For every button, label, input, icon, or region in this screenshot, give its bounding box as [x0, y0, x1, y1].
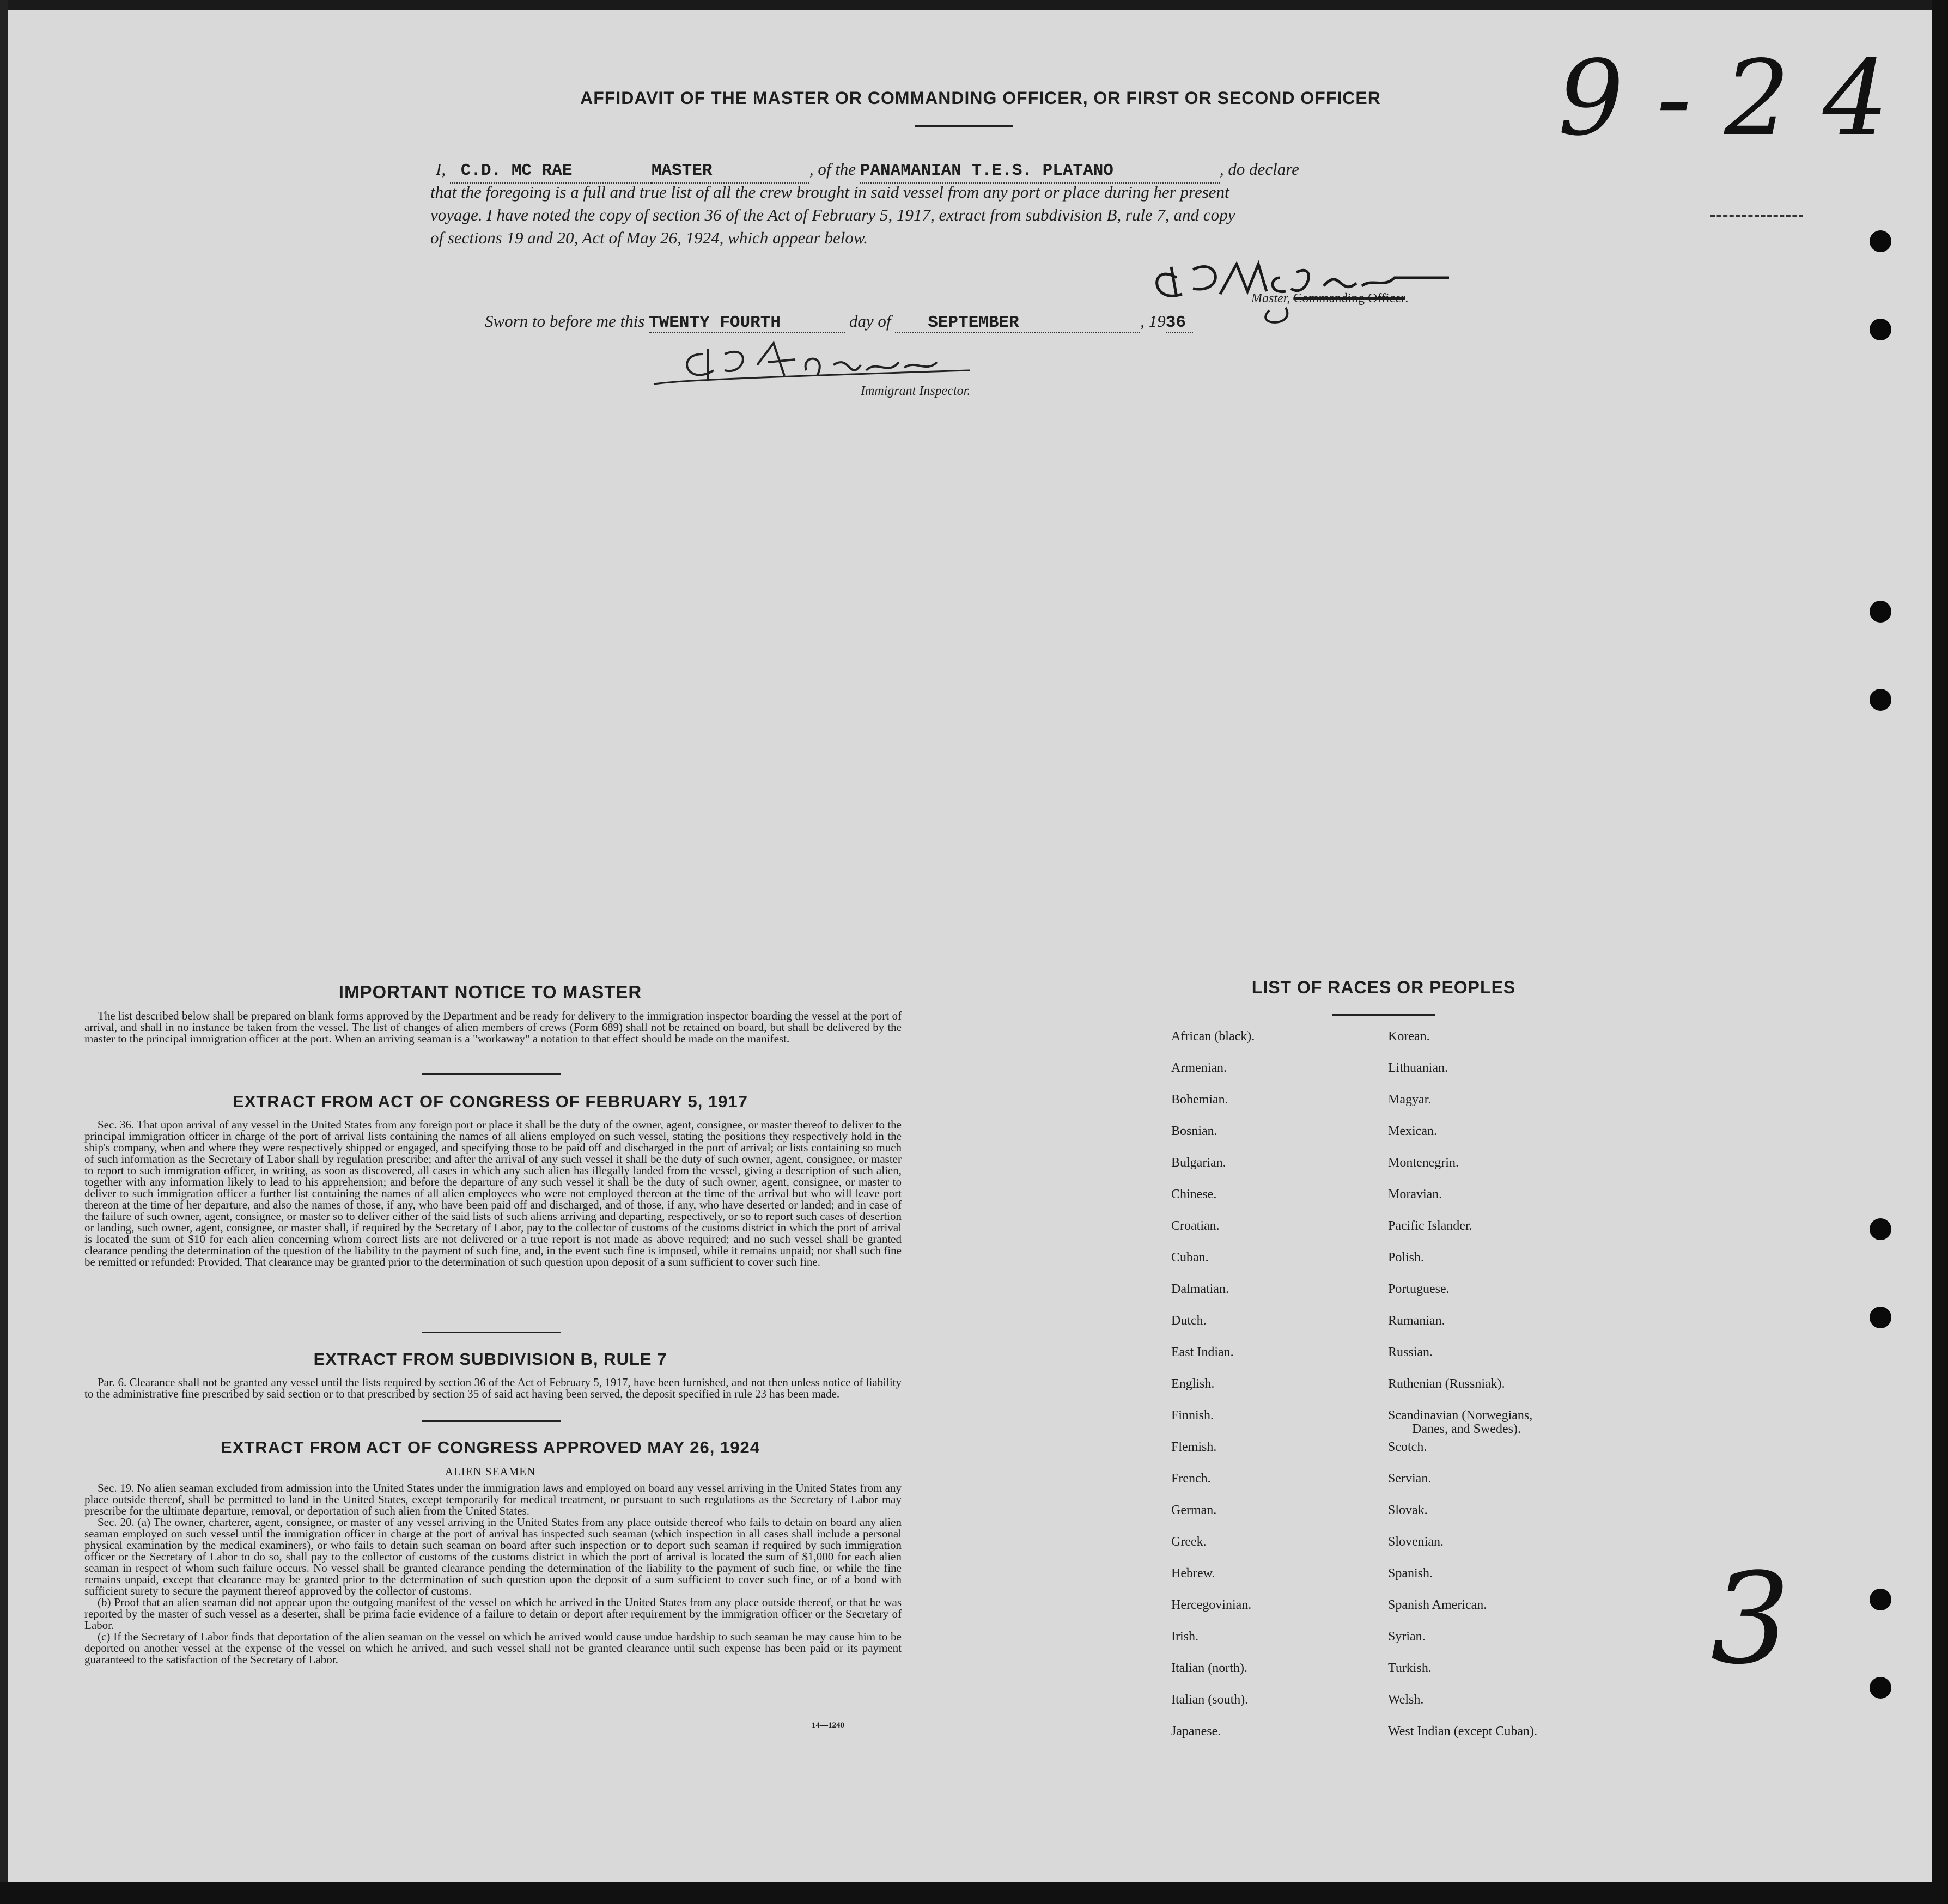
race-label: Scandinavian (Norwegians, — [1388, 1408, 1533, 1423]
paragraph-6: Par. 6. Clearance shall not be granted any vessel until the lists required by section 36 of the Act of February 5, 1917, have been furnished, and not then unless notice of liability to the administrative fine prescribed by said section or to that prescribed by section 35 of said act having been served, the deposit specified in rule 23 has been made. — [84, 1376, 902, 1400]
race-label: Servian. — [1388, 1472, 1432, 1486]
affidavit-declaration-line3: voyage. I have noted the copy of section 36 of the Act of February 5, 1917, extract from subdivision B, rule 7, and copy — [430, 205, 1235, 224]
race-label: Croatian. — [1171, 1219, 1220, 1233]
race-label: Bulgarian. — [1171, 1156, 1226, 1170]
affidavit-declaration-line1 — [436, 158, 1498, 184]
race-item — [1388, 1282, 1595, 1314]
race-label: Mexican. — [1388, 1124, 1437, 1138]
sworn-line — [485, 312, 1193, 333]
section-20c-paragraph: (c) If the Secretary of Labor finds that deportation of the alien seaman on the vessel on which he arrived would cause undue hardship to such seaman he may cause him to be deported on another vessel at the expense of the vessel on which he arrived, and such vessel shall not be granted clearance until such expense has been paid or its payment guaranteed to the satisfaction of the Secretary of Labor. — [84, 1630, 902, 1666]
race-item — [1388, 1472, 1595, 1503]
race-item — [1388, 1093, 1595, 1124]
races-title: LIST OF RACES OR PEOPLES — [1251, 978, 1516, 997]
race-item — [1388, 1029, 1595, 1061]
master-position: MASTER — [652, 160, 809, 184]
punch-hole — [1870, 601, 1891, 623]
race-label: Irish. — [1171, 1630, 1198, 1644]
year-prefix: , 19 — [1140, 312, 1166, 331]
scan-edge-top — [0, 0, 1948, 10]
race-label: Chinese. — [1171, 1187, 1217, 1201]
race-item — [1388, 1503, 1595, 1535]
race-label: Turkish. — [1388, 1661, 1432, 1675]
race-item — [1171, 1535, 1378, 1566]
race-item — [1171, 1503, 1378, 1535]
race-item — [1171, 1187, 1378, 1219]
race-label: Rumanian. — [1388, 1314, 1445, 1328]
divider — [422, 1073, 561, 1075]
race-item — [1171, 1630, 1378, 1661]
master-signature — [1144, 245, 1471, 327]
race-label: Finnish. — [1171, 1408, 1214, 1423]
race-item — [1388, 1661, 1595, 1693]
alien-seamen-subtitle: ALIEN SEAMEN — [445, 1465, 536, 1478]
affidavit-of-the: , of the — [809, 160, 856, 179]
race-label: French. — [1171, 1472, 1211, 1486]
race-item — [1171, 1661, 1378, 1693]
form-number: 14—1240 — [812, 1721, 844, 1730]
race-item — [1388, 1598, 1595, 1630]
scan-edge-right — [1932, 0, 1948, 1904]
race-label-continuation: Danes, and Swedes). — [1412, 1422, 1521, 1436]
race-item — [1388, 1630, 1595, 1661]
struck-title: Commanding Officer — [1293, 291, 1405, 306]
punch-hole — [1870, 689, 1891, 711]
race-item — [1388, 1345, 1595, 1377]
race-item — [1171, 1314, 1378, 1345]
race-label: Italian (north). — [1171, 1661, 1247, 1675]
race-label: West Indian (except Cuban). — [1388, 1724, 1537, 1738]
race-label: Pacific Islander. — [1388, 1219, 1472, 1233]
race-item — [1388, 1440, 1595, 1472]
race-label: Slovak. — [1388, 1503, 1428, 1517]
races-right-column — [1388, 1029, 1595, 1756]
race-item — [1171, 1472, 1378, 1503]
race-item — [1388, 1061, 1595, 1093]
sworn-year: 36 — [1166, 313, 1193, 333]
punch-hole — [1870, 230, 1891, 252]
race-item — [1388, 1377, 1595, 1408]
dashed-margin-mark — [1710, 215, 1803, 217]
race-label: Greek. — [1171, 1535, 1207, 1549]
section-20a-paragraph: Sec. 20. (a) The owner, charterer, agent, consignee, or master of any vessel arriving in the United States from any place outside thereof who fails to detain on board any alien seaman employed on such vessel until the immigration officer in charge at the port of arrival has inspected such seaman (which inspection in all cases shall include a personal physical examination by the medical examiners), or who fails to detain such seaman on board after such inspection or to deport such seaman if required by such immigration officer or the Secretary of Labor to do so, shall pay to the collector of customs of the customs district in which the port of arrival is located the sum of $1,000 for each alien seaman in respect of whom such failure occurs. No vessel shall be granted clearance pending the determination of the liability to the payment of such fine, or while the fine remains unpaid, except that clearance may be granted prior to the determination of such question upon the deposit of a sum sufficient to cover such fine, or of a bond with sufficient surety to secure the payment thereof approved by the collector of customs. — [84, 1516, 902, 1597]
race-item — [1171, 1124, 1378, 1156]
race-label: African (black). — [1171, 1029, 1255, 1043]
race-item — [1388, 1693, 1595, 1724]
race-item — [1171, 1377, 1378, 1408]
punch-hole — [1870, 1218, 1891, 1240]
punch-hole — [1870, 319, 1891, 340]
race-item — [1388, 1219, 1595, 1250]
section-20b-paragraph: (b) Proof that an alien seaman did not appear upon the outgoing manifest of the vessel on which he arrived in the United States from any place outside thereof, or that he was reported by the master of such vessel as a deserter, shall be prima facie evidence of a failure to detain or deport after requirement by the immigration officer or the Secretary of Labor. — [84, 1596, 902, 1632]
race-label: Dutch. — [1171, 1314, 1207, 1328]
race-label: Cuban. — [1171, 1250, 1209, 1265]
race-label: Spanish. — [1388, 1566, 1433, 1580]
race-item — [1388, 1724, 1595, 1756]
notice-title: IMPORTANT NOTICE TO MASTER — [338, 982, 642, 1002]
scan-edge-bottom — [0, 1882, 1948, 1904]
races-left-column — [1171, 1029, 1378, 1756]
race-label: Flemish. — [1171, 1440, 1217, 1454]
race-label: Armenian. — [1171, 1061, 1227, 1075]
race-item — [1171, 1724, 1378, 1756]
race-label: Japanese. — [1171, 1724, 1221, 1738]
race-item — [1388, 1535, 1595, 1566]
race-item — [1388, 1187, 1595, 1219]
race-label: Lithuanian. — [1388, 1061, 1448, 1075]
race-item — [1388, 1314, 1595, 1345]
extract-rule7-title: EXTRACT FROM SUBDIVISION B, RULE 7 — [313, 1350, 667, 1369]
divider — [915, 125, 1013, 127]
race-item — [1388, 1566, 1595, 1598]
race-item — [1171, 1282, 1378, 1314]
handwritten-corner-number: 9-24 — [1558, 38, 1921, 158]
race-label: Syrian. — [1388, 1630, 1426, 1644]
race-item — [1171, 1345, 1378, 1377]
master-label: Master, Commanding Officer. — [1251, 291, 1409, 306]
extract-1917-title: EXTRACT FROM ACT OF CONGRESS OF FEBRUARY 5, 1917 — [233, 1092, 748, 1111]
punch-hole — [1870, 1307, 1891, 1328]
race-label: German. — [1171, 1503, 1217, 1517]
race-label: Hebrew. — [1171, 1566, 1215, 1580]
race-item — [1388, 1250, 1595, 1282]
inspector-signature — [643, 332, 981, 392]
race-item — [1171, 1061, 1378, 1093]
race-label: Slovenian. — [1388, 1535, 1444, 1549]
race-label: Magyar. — [1388, 1093, 1432, 1107]
race-item — [1171, 1156, 1378, 1187]
extract-1917-text — [84, 1119, 902, 1268]
sworn-day: TWENTY FOURTH — [649, 313, 845, 333]
race-label: Welsh. — [1388, 1693, 1424, 1707]
sworn-month: SEPTEMBER — [895, 313, 1140, 333]
race-label: Bohemian. — [1171, 1093, 1228, 1107]
handwritten-page-number: 3 — [1710, 1547, 1791, 1692]
race-label: Scotch. — [1388, 1440, 1427, 1454]
race-label: East Indian. — [1171, 1345, 1234, 1359]
race-label: English. — [1171, 1377, 1215, 1391]
race-item — [1171, 1693, 1378, 1724]
divider — [1332, 1014, 1435, 1016]
race-item — [1171, 1598, 1378, 1630]
race-label: Spanish American. — [1388, 1598, 1487, 1612]
race-label: Hercegovinian. — [1171, 1598, 1252, 1612]
punch-hole — [1870, 1589, 1891, 1610]
notice-paragraph: The list described below shall be prepared on blank forms approved by the Department and be ready for delivery to the immigration inspector boarding the vessel at the port of arrival, and shall in no instance be taken from the vessel. The list of changes of alien members of crews (Form 689) shall not be retained on board, but shall be delivered by the master to the principal immigration officer at the port. When an arriving seaman is a "workaway" a notation to that effect should be made on the manifest. — [84, 1009, 902, 1045]
race-label: Portuguese. — [1388, 1282, 1450, 1296]
affidavit-declaration-line4: of sections 19 and 20, Act of May 26, 1924, which appear below. — [430, 228, 868, 247]
affidavit-title: AFFIDAVIT OF THE MASTER OR COMMANDING OFFICER, OR FIRST OR SECOND OFFICER — [580, 88, 1381, 108]
race-label: Italian (south). — [1171, 1693, 1249, 1707]
race-label: Polish. — [1388, 1250, 1425, 1265]
race-label: Bosnian. — [1171, 1124, 1218, 1138]
master-label-text: Master, — [1251, 291, 1290, 306]
race-item — [1171, 1093, 1378, 1124]
race-item — [1388, 1156, 1595, 1187]
race-label: Moravian. — [1388, 1187, 1442, 1201]
extract-rule7-text — [84, 1377, 902, 1400]
scan-edge-left — [0, 0, 8, 1904]
race-item — [1171, 1408, 1378, 1440]
race-item — [1171, 1566, 1378, 1598]
race-label: Russian. — [1388, 1345, 1433, 1359]
notice-text — [84, 1010, 902, 1045]
race-item — [1171, 1250, 1378, 1282]
race-item — [1171, 1029, 1378, 1061]
race-item — [1388, 1124, 1595, 1156]
affidavit-i: I, — [436, 160, 446, 179]
vessel-name: PANAMANIAN T.E.S. PLATANO — [860, 160, 1220, 184]
race-label: Dalmatian. — [1171, 1282, 1229, 1296]
race-item — [1388, 1408, 1595, 1440]
section-36-paragraph: Sec. 36. That upon arrival of any vessel in the United States from any foreign port or place it shall be the duty of the owner, agent, consignee, or master thereof to deliver to the principal immigration officer in charge of the port of arrival lists containing the names of all aliens employed on such vessel, stating the positions they respectively hold in the ship's company, when and where they were respectively shipped or engaged, and specifying those to be paid off and discharged in the port of arrival; or lists containing so much of such information as the Secretary of Labor shall by regulation prescribe; and after the arrival of any such vessel it shall be the duty of such owner, agent, consignee, or master to report to such immigration officer, in writing, as soon as discovered, all cases in which any such alien has illegally landed from the vessel, giving a description of such alien, together with any information likely to lead to his apprehension; and before the departure of any such vessel it shall be the duty of such owner, agent, consignee, or master to deliver to such immigration officer a further list containing the names of all alien employees who were not employed thereon at the time of the arrival but who will leave port thereon at the time of her departure, and also the names of those, if any, who have been paid off and discharged, and of those, if any, who have deserted or landed; and in case of the failure of such owner, agent, consignee, or master so to deliver either of the said lists of such aliens arriving and departing, respectively, or so to report such cases of desertion or landing, such owner, agent, consignee, or master shall, if required by the Secretary of Labor, pay to the collector of customs of the customs district in which the port of arrival is located the sum of $10 for each alien concerning whom correct lists are not delivered or a true report is not made as above required; and no such vessel shall be granted clearance pending the determination of the question of the liability to the payment of such fine, and, in the event such fine is imposed, while it remains unpaid; nor shall such fine be remitted or refunded: Provided, That clearance may be granted prior to the determination of such question upon deposit of a sum sufficient to cover such fine. — [84, 1118, 902, 1268]
day-of: day of — [849, 312, 891, 331]
race-label: Ruthenian (Russniak). — [1388, 1377, 1505, 1391]
extract-1924-text — [84, 1482, 902, 1665]
race-label: Korean. — [1388, 1029, 1430, 1043]
divider — [422, 1332, 561, 1333]
inspector-label: Immigrant Inspector. — [861, 384, 971, 398]
race-label: Montenegrin. — [1388, 1156, 1459, 1170]
divider — [422, 1420, 561, 1422]
race-item — [1171, 1440, 1378, 1472]
sworn-prefix: Sworn to before me this — [485, 312, 645, 331]
section-19-paragraph: Sec. 19. No alien seaman excluded from admission into the United States under the immigration laws and employed on board any vessel arriving in the United States from any place outside thereof, shall be permitted to land in the United States, except temporarily for medical treatment, or pursuant to such regulations as the Secretary of Labor may prescribe for the ultimate departure, removal, or deportation of such alien from the United States. — [84, 1481, 902, 1517]
master-name: C.D. MC RAE — [450, 160, 652, 184]
extract-1924-title: EXTRACT FROM ACT OF CONGRESS APPROVED MAY 26, 1924 — [221, 1438, 760, 1457]
race-item — [1171, 1219, 1378, 1250]
affidavit-declaration-line2: that the foregoing is a full and true list of all the crew brought in said vessel from any port or place during her present — [430, 182, 1229, 202]
punch-hole — [1870, 1677, 1891, 1699]
affidavit-do-declare: , do declare — [1219, 160, 1299, 179]
